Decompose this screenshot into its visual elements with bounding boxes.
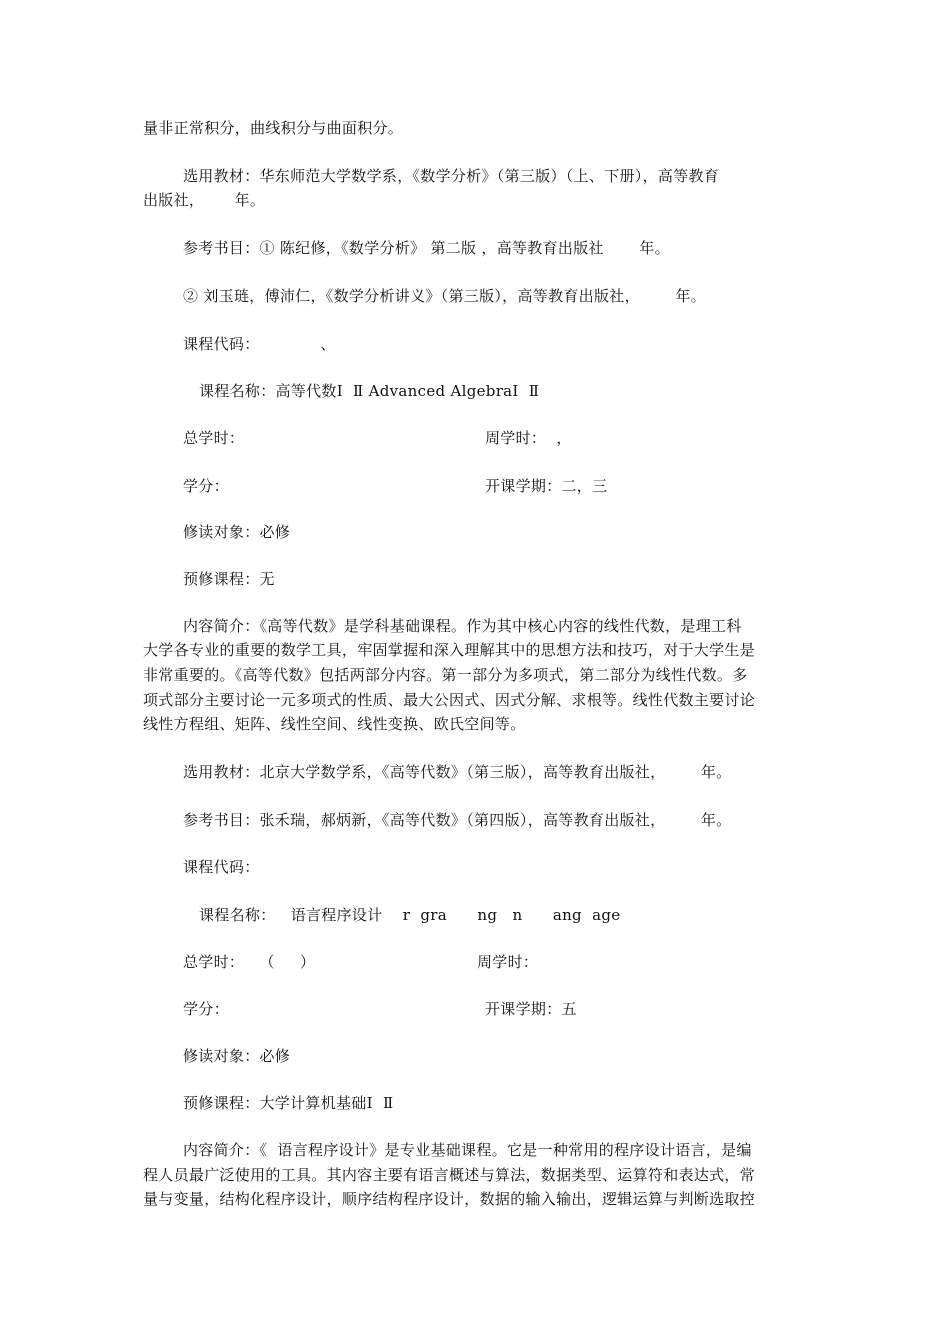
credits: 学分： <box>183 477 229 495</box>
reference-line: 参考书目：① 陈纪修，《数学分析》 第二版 ，高等教育出版社 年。 <box>183 239 670 257</box>
target-students: 修读对象：必修 <box>183 1047 291 1065</box>
semester: 开课学期：二，三 <box>485 477 608 495</box>
course-code: 课程代码： <box>183 858 260 876</box>
prerequisites: 预修课程：大学计算机基础Ⅰ Ⅱ <box>183 1094 394 1112</box>
textbook-line-cont: 出版社， 年。 <box>143 191 266 209</box>
total-hours: 总学时： （ ） <box>183 953 316 971</box>
weekly-hours: 周学时： ， <box>485 429 572 447</box>
course-summary-cont: 项式部分主要讨论一元多项式的性质、最大公因式、因式分解、求根等。线性代数主要讨论 <box>143 691 756 709</box>
text-line: 量非正常积分，曲线积分与曲面积分。 <box>143 119 404 137</box>
reference-line-2: ② 刘玉琏，傅沛仁，《数学分析讲义》（第三版），高等教育出版社， 年。 <box>183 287 706 305</box>
course-summary-cont: 非常重要的。《高等代数》包括两部分内容。第一部分为多项式，第二部分为线性代数。多 <box>143 666 748 684</box>
textbook-line: 选用教材：华东师范大学数学系，《数学分析》（第三版）（上、下册），高等教育 <box>183 167 720 185</box>
textbook-line: 选用教材：北京大学数学系，《高等代数》（第三版），高等教育出版社， 年。 <box>183 763 732 781</box>
target-students: 修读对象：必修 <box>183 523 291 541</box>
semester: 开课学期：五 <box>485 1000 577 1018</box>
course-name: 课程名称： 语言程序设计 r gra ng n ang age <box>199 906 621 924</box>
course-name: 课程名称：高等代数Ⅰ Ⅱ Advanced AlgebraⅠ Ⅱ <box>199 382 540 400</box>
course-summary-cont: 线性方程组、矩阵、线性空间、线性变换、欧氏空间等。 <box>143 715 526 733</box>
course-summary: 内容简介：《 语言程序设计》是专业基础课程。它是一种常用的程序设计语言，是编 <box>183 1141 752 1159</box>
reference-line: 参考书目：张禾瑞，郝炳新，《高等代数》（第四版），高等教育出版社， 年。 <box>183 811 732 829</box>
credits: 学分： <box>183 1000 229 1018</box>
course-summary-cont: 量与变量，结构化程序设计，顺序结构程序设计，数据的输入输出，逻辑运算与判断选取控 <box>143 1190 756 1208</box>
weekly-hours: 周学时： <box>477 953 539 971</box>
total-hours: 总学时： <box>183 429 245 447</box>
prerequisites: 预修课程：无 <box>183 570 275 588</box>
course-summary-cont: 程人员最广泛使用的工具。其内容主要有语言概述与算法，数据类型、运算符和表达式，常 <box>143 1166 756 1184</box>
course-summary-cont: 大学各专业的重要的数学工具，牢固掌握和深入理解其中的思想方法和技巧，对于大学生是 <box>143 641 756 659</box>
course-summary: 内容简介：《高等代数》是学科基础课程。作为其中核心内容的线性代数，是理工科 <box>183 617 742 635</box>
course-code: 课程代码： 、 <box>183 335 336 353</box>
